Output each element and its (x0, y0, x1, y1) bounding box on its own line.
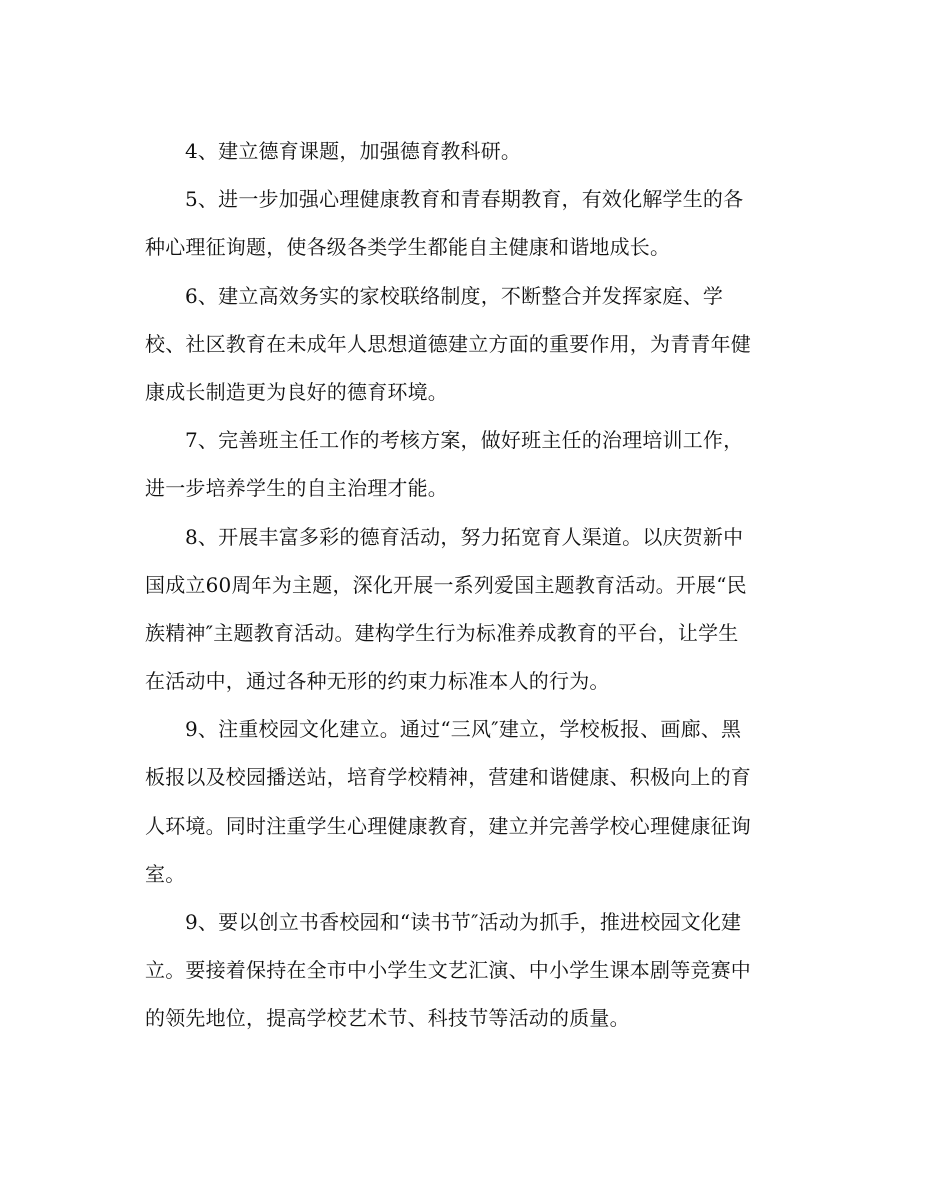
paragraph-4 (145, 127, 805, 175)
paragraph-line: 校、社区教育在未成年人思想道德建立方面的重要作用，为青青年健 (145, 331, 751, 356)
paragraph-line: 6、建立高效务实的家校联络制度，不断整合并发挥家庭、学 (185, 283, 724, 308)
paragraph-line: 族精神″主题教育活动。建构学生行为标准养成教育的平台，让学生 (145, 620, 739, 645)
paragraph-line: 进一步培养学生的自主治理才能。 (145, 476, 448, 501)
paragraph-line: 7、完善班主任工作的考核方案，做好班主任的治理培训工作， (185, 428, 744, 453)
paragraph-6 (145, 272, 805, 417)
document-body (145, 127, 805, 1043)
paragraph-5 (145, 175, 805, 271)
paragraph-line: 9、要以创立书香校园和“读书节″活动为抓手，推进校园文化建 (185, 910, 742, 934)
paragraph-line: 人环境。同时注重学生心理健康教育，建立并完善学校心理健康征询 (145, 813, 751, 838)
paragraph-line: 康成长制造更为良好的德育环境。 (145, 379, 448, 404)
paragraph-line: 室。 (145, 861, 186, 886)
paragraph-line: 8、开展丰富多彩的德育活动，努力拓宽育人渠道。以庆贺新中 (185, 524, 744, 549)
paragraph-line: 种心理征询题，使各级各类学生都能自主健康和谐地成长。 (145, 235, 671, 260)
paragraph-line: 立。要接着保持在全市中小学生文艺汇演、中小学生课本剧等竞赛中 (145, 958, 751, 983)
paragraph-8 (145, 513, 805, 706)
paragraph-line: 的领先地位，提高学校艺术节、科技节等活动的质量。 (145, 1006, 630, 1031)
paragraph-line: 9、注重校园文化建立。通过“三风″建立，学校板报、画廊、黑 (185, 717, 742, 742)
paragraph-9a (145, 705, 805, 898)
paragraph-line: 国成立60周年为主题，深化开展一系列爱国主题教育活动。开展“民 (145, 572, 747, 597)
paragraph-line: 5、进一步加强心理健康教育和青春期教育，有效化解学生的各 (185, 187, 744, 212)
paragraph-line: 在活动中，通过各种无形的约束力标准本人的行为。 (145, 669, 610, 694)
paragraph-9b (145, 898, 805, 1043)
paragraph-line: 4、建立德育课题，加强德育教科研。 (185, 139, 522, 163)
paragraph-7 (145, 416, 805, 512)
paragraph-line: 板报以及校园播送站，培育学校精神，营建和谐健康、积极向上的育 (145, 765, 751, 790)
